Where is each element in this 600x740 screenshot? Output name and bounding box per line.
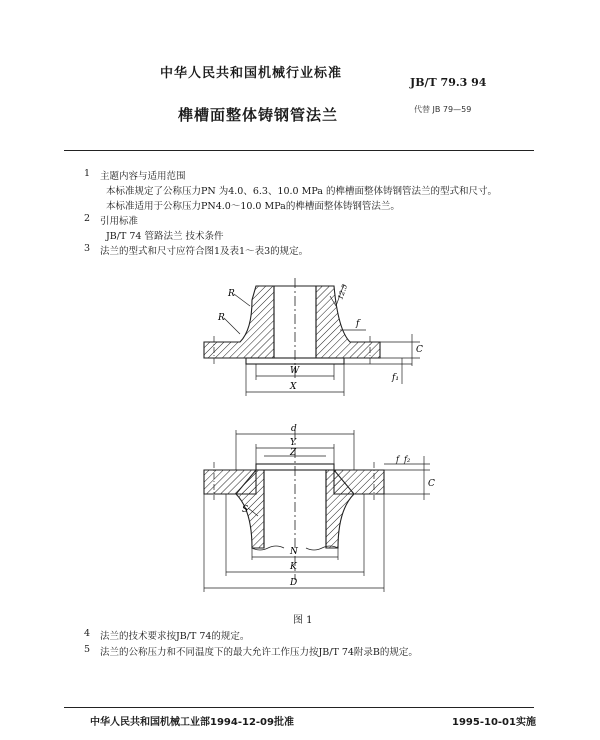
label-Z: Z <box>290 448 297 458</box>
section-1-line-1: 本标准规定了公称压力PN 为4.0、6.3、10.0 MPa 的榫槽面整体铸钢管法兰的型式和尺寸。 <box>106 186 497 197</box>
section-heading-1: 主题内容与适用范围 <box>100 171 186 182</box>
effective-date: 1995-10-01实施 <box>452 717 536 728</box>
document-title: 榫槽面整体铸钢管法兰 <box>178 106 339 124</box>
section-1-line-2: 本标准适用于公称压力PN4.0～10.0 MPa的榫槽面整体铸钢管法兰。 <box>106 201 400 212</box>
section-number-1: 1 <box>84 168 91 179</box>
upper-section-view <box>204 278 420 396</box>
replaces-note: 代替 JB 79—59 <box>414 105 472 114</box>
label-R-lower: R <box>218 313 225 323</box>
label-f: f <box>356 319 360 329</box>
label-W: W <box>290 366 300 376</box>
label-Y: Y <box>290 438 296 448</box>
industry-standard-heading: 中华人民共和国机械行业标准 <box>160 66 343 81</box>
label-R-upper: R <box>228 289 235 299</box>
section-heading-2: 引用标准 <box>100 216 139 227</box>
label-X: X <box>290 382 297 392</box>
label-f2: f₂ <box>404 455 411 464</box>
label-f1: f₁ <box>392 373 399 383</box>
section-2-line-1: JB/T 74 管路法兰 技术条件 <box>106 231 224 242</box>
note-text-4: 法兰的技术要求按JB/T 74的规定。 <box>100 631 250 642</box>
section-number-2: 2 <box>84 213 91 224</box>
note-text-5: 法兰的公称压力和不同温度下的最大允许工作压力按JB/T 74附录B的规定。 <box>100 647 418 658</box>
upper-left-hub <box>204 286 274 358</box>
approval-date: 中华人民共和国机械工业部1994-12-09批准 <box>90 717 294 728</box>
label-C-lower: C <box>428 479 435 489</box>
note-number-5: 5 <box>84 644 91 655</box>
label-D: D <box>290 578 298 588</box>
label-K: K <box>290 562 297 572</box>
label-N: N <box>290 547 298 557</box>
upper-right-hub <box>316 286 380 358</box>
label-roughness: 12.5 <box>336 283 350 301</box>
note-number-4: 4 <box>84 628 91 639</box>
label-f-lower: f <box>396 455 399 464</box>
label-C-upper: C <box>416 345 423 355</box>
footer-rule <box>64 707 534 708</box>
label-S: S <box>242 505 249 515</box>
figure-caption: 图 1 <box>293 615 313 626</box>
label-d: d <box>291 424 297 434</box>
section-heading-3: 法兰的型式和尺寸应符合图1及表1～表3的规定。 <box>100 246 309 257</box>
standard-code: JB/T 79.3 94 <box>410 76 487 89</box>
section-number-3: 3 <box>84 243 91 254</box>
